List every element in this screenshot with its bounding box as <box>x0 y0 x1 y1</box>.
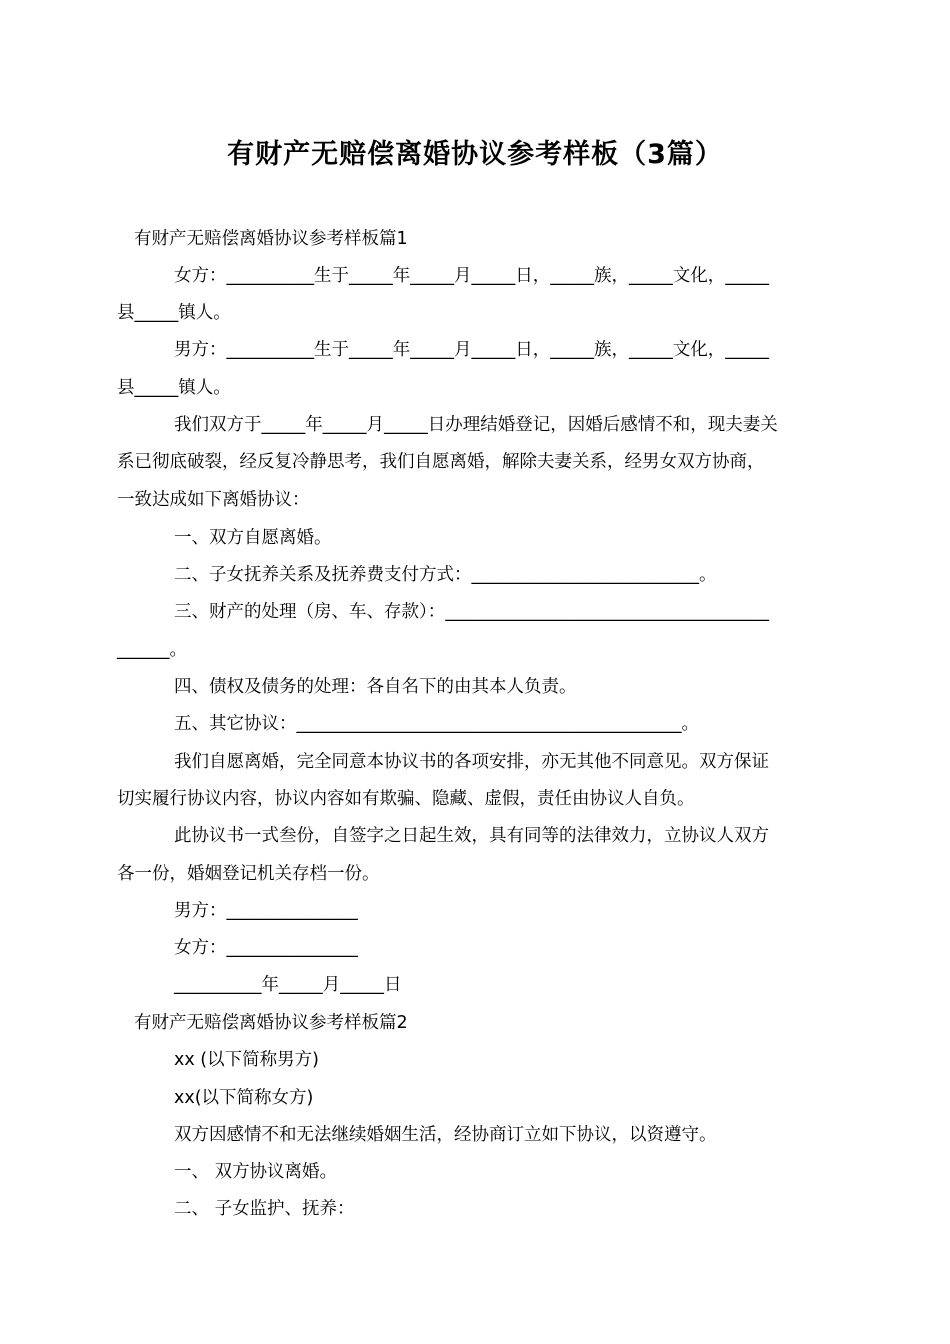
husband-signature-line: 男方：_______________ <box>174 901 358 921</box>
party-male-line: xx (以下简称男方) <box>174 1050 319 1070</box>
copies-line: 此协议书一式叁份，自签字之日起生效，具有同等的法律效力，立协议人双方 <box>174 826 769 846</box>
wife-info-line: 女方：__________生于_____年_____月_____日，_____族，_____文化，_____ <box>174 266 769 286</box>
section-heading-1: 有财产无赔偿离婚协议参考样板篇1 <box>134 229 408 249</box>
section2-clause-1: 一、 双方协议离婚。 <box>174 1162 338 1182</box>
intro-paragraph-line: 一致达成如下离婚协议： <box>117 490 310 510</box>
clause-4: 四、债权及债务的处理：各自名下的由其本人负责。 <box>174 677 577 697</box>
party-female-line: xx(以下简称女方) <box>174 1088 314 1108</box>
intro-paragraph-line: 我们双方于_____年_____月_____日办理结婚登记，因婚后感情不和，现夫妻关 <box>174 415 778 435</box>
clause-1: 一、双方自愿离婚。 <box>174 528 332 548</box>
intro-paragraph-line: 系已彻底破裂，经反复冷静思考，我们自愿离婚，解除夫妻关系，经男女双方协商， <box>117 452 765 472</box>
section-heading-2: 有财产无赔偿离婚协议参考样板篇2 <box>134 1013 408 1033</box>
date-line: __________年_____月_____日 <box>174 975 402 995</box>
copies-line: 各一份，婚姻登记机关存档一份。 <box>117 864 380 884</box>
clause-3-cont: ______。 <box>117 640 187 660</box>
document-title: 有财产无赔偿离婚协议参考样板（3篇） <box>227 139 723 170</box>
clause-3: 三、财产的处理（房、车、存款）：_____________________________________ <box>174 602 769 622</box>
wife-signature-line: 女方：_______________ <box>174 938 358 958</box>
clause-2: 二、子女抚养关系及抚养费支付方式：__________________________。 <box>174 565 717 585</box>
wife-info-line-cont: 县_____镇人。 <box>117 303 231 323</box>
section2-intro: 双方因感情不和无法继续婚姻生活，经协商订立如下协议，以资遵守。 <box>174 1125 717 1145</box>
section2-clause-2: 二、 子女监护、抚养： <box>174 1199 355 1219</box>
husband-info-line: 男方：__________生于_____年_____月_____日，_____族，_____文化，_____ <box>174 340 769 360</box>
statement-line: 我们自愿离婚，完全同意本协议书的各项安排，亦无其他不同意见。双方保证 <box>174 752 769 772</box>
clause-5: 五、其它协议：____________________________________________。 <box>174 714 699 734</box>
statement-line: 切实履行协议内容，协议内容如有欺骗、隐藏、虚假，责任由协议人自负。 <box>117 789 695 809</box>
husband-info-line-cont: 县_____镇人。 <box>117 378 231 398</box>
